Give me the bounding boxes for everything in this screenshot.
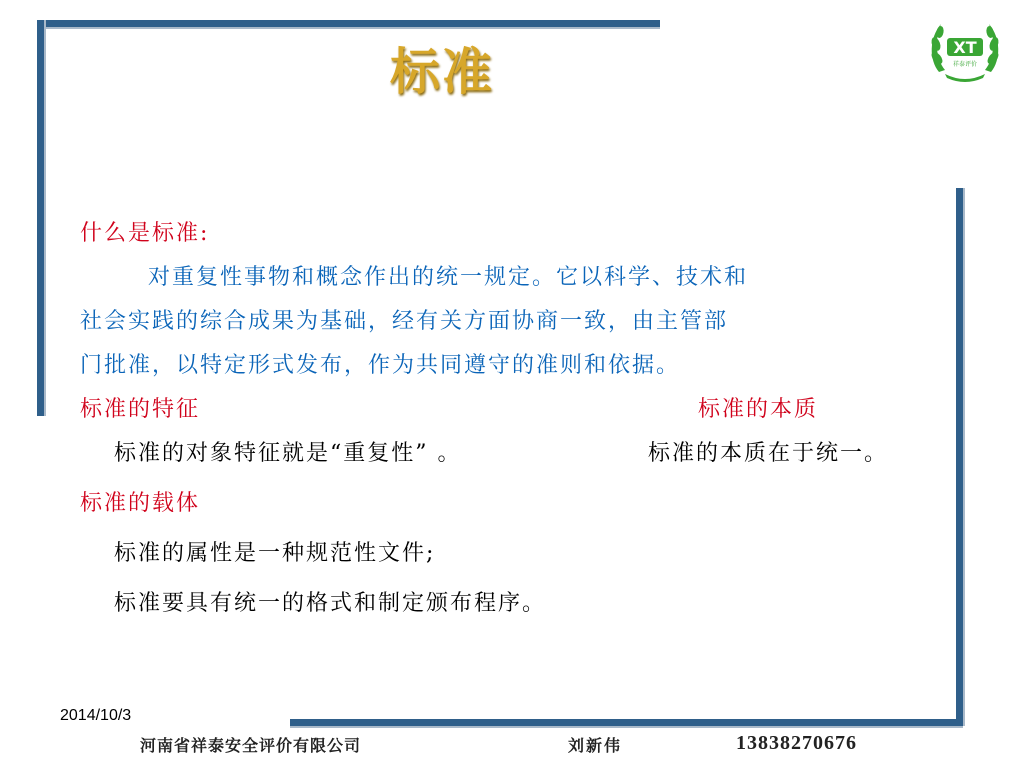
carrier-text-2: 标准要具有统一的格式和制定颁布程序。 — [114, 591, 547, 616]
footer-date: 2014/10/3 — [60, 707, 132, 724]
footer-company: 河南省祥泰安全评价有限公司 — [140, 736, 362, 755]
definition-line-3: 门批准，以特定形式发布，作为共同遵守的准则和依据。 — [80, 353, 681, 378]
carrier-heading: 标准的载体 — [80, 491, 201, 516]
definition-line-1: 对重复性事物和概念作出的统一规定。它以科学、技术和 — [148, 265, 749, 290]
company-logo — [925, 14, 1005, 86]
essence-text: 标准的本质在于统一。 — [648, 441, 889, 466]
frame-right-border — [956, 188, 963, 726]
feature-heading: 标准的特征 — [80, 397, 201, 422]
slide-title: 标准 — [390, 42, 494, 101]
feature-text: 标准的对象特征就是“重复性” 。 — [114, 441, 462, 466]
footer-person: 刘新伟 — [568, 736, 623, 755]
what-is-standard-heading: 什么是标准: — [80, 221, 210, 246]
footer-phone: 13838270676 — [736, 732, 857, 754]
logo-text: XT — [953, 38, 977, 57]
definition-line-2: 社会实践的综合成果为基础，经有关方面协商一致，由主管部 — [80, 309, 729, 334]
frame-bottom-border — [290, 719, 963, 726]
frame-top-border — [40, 20, 660, 27]
essence-heading: 标准的本质 — [698, 397, 819, 422]
carrier-text-1: 标准的属性是一种规范性文件; — [114, 541, 436, 566]
frame-left-border — [37, 20, 44, 416]
logo-caption: 祥泰评价 — [952, 61, 978, 68]
